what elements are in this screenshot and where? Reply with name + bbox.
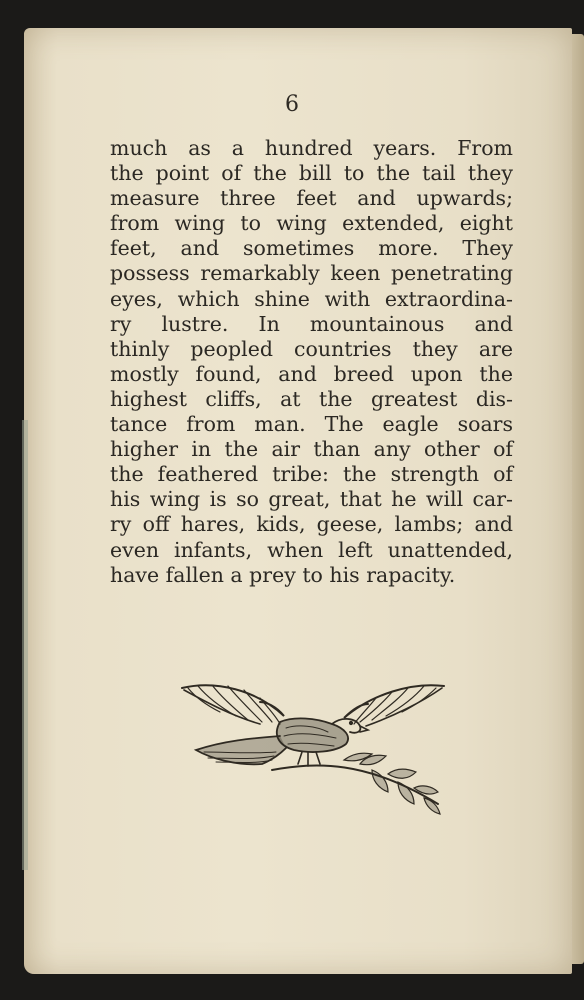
text-line: from wing to wing extended, eight bbox=[110, 211, 513, 236]
text-line: feet, and sometimes more. They bbox=[110, 236, 513, 261]
text-line: possess remarkably keen penetrating bbox=[110, 261, 513, 286]
text-line: the feathered tribe: the strength of bbox=[110, 462, 513, 487]
text-line: measure three feet and upwards; bbox=[110, 186, 513, 211]
eagle-illustration bbox=[176, 676, 452, 822]
text-line: the point of the bill to the tail they bbox=[110, 161, 513, 186]
text-line: his wing is so great, that he will car- bbox=[110, 487, 513, 512]
text-line: ry lustre. In mountainous and bbox=[110, 311, 513, 336]
text-line: thinly peopled countries they are bbox=[110, 336, 513, 361]
text-line: eyes, which shine with extraordina- bbox=[110, 286, 513, 311]
text-line: ry off hares, kids, geese, lambs; and bbox=[110, 512, 513, 537]
text-line: higher in the air than any other of bbox=[110, 437, 513, 462]
text-line: tance from man. The eagle soars bbox=[110, 412, 513, 437]
spine-discoloration bbox=[22, 420, 28, 870]
page-number: 6 bbox=[285, 92, 299, 117]
text-line: much as a hundred years. From bbox=[110, 136, 513, 160]
body-text bbox=[110, 136, 513, 588]
text-line: highest cliffs, at the greatest dis- bbox=[110, 386, 513, 411]
text-line: mostly found, and breed upon the bbox=[110, 361, 513, 386]
text-line: even infants, when left unattended, bbox=[110, 537, 513, 562]
text-line: have fallen a prey to his rapacity. bbox=[110, 562, 456, 587]
